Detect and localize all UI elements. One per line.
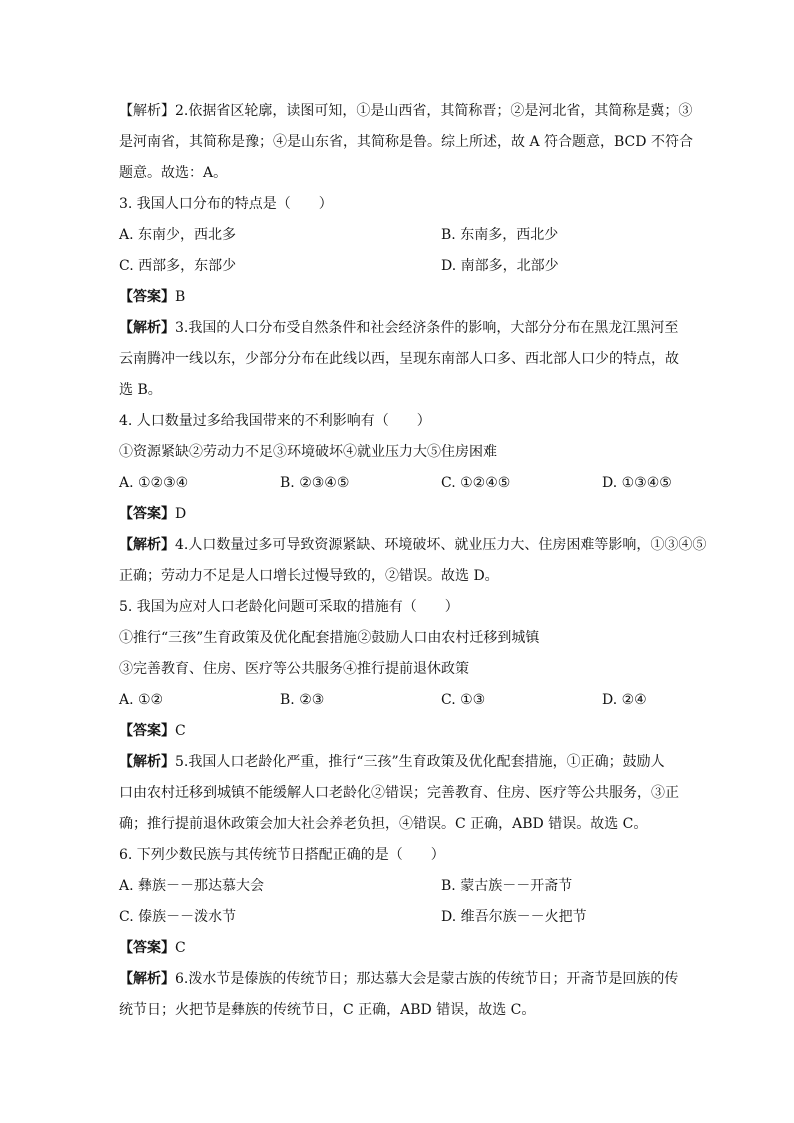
q5-items-line-2: ③完善教育、住房、医疗等公共服务④推行提前退休政策 xyxy=(119,661,469,677)
q4-option-a: A. ①②③④ xyxy=(119,475,189,491)
q5-items-line-1: ①推行“三孩”生育政策及优化配套措施②鼓励人口由农村迁移到城镇 xyxy=(119,630,540,646)
explanation-tag: 【解析】 xyxy=(119,754,175,770)
q3-answer xyxy=(119,282,693,313)
q5-option-d: D. ②④ xyxy=(602,692,647,708)
q6-explanation-line-1 xyxy=(119,964,693,995)
q6-explanation-line-2: 统节日；火把节是彝族的传统节日，C 正确，ABD 错误，故选 C。 xyxy=(119,1002,536,1018)
q3-explanation-line-2: 云南腾冲一线以东，少部分分布在此线以西，呈现东南部人口多、西北部人口少的特点，故 xyxy=(119,351,679,367)
q5-answer xyxy=(119,716,693,747)
explanation-text: 5.我国人口老龄化严重，推行“三孩”生育政策及优化配套措施，①正确；鼓励人 xyxy=(175,754,665,770)
q6-options-row-1 xyxy=(119,871,693,902)
q6-option-c: C. 傣族－－泼水节 xyxy=(119,909,237,925)
answer-tag: 【答案】 xyxy=(119,506,175,522)
q5-option-a: A. ①② xyxy=(119,692,164,708)
explanation-text: 4.人口数量过多可导致资源紧缺、环境破坏、就业压力大、住房困难等影响，①③④⑤ xyxy=(175,537,707,553)
q2-explanation-line-3: 题意。故选：A。 xyxy=(119,165,228,181)
q5-option-b: B. ②③ xyxy=(280,692,325,708)
q4-option-b: B. ②③④⑤ xyxy=(280,475,350,491)
q3-options-row-1 xyxy=(119,220,693,251)
q3-option-d: D. 南部多，北部少 xyxy=(441,258,559,274)
q6-option-b: B. 蒙古族－－开斋节 xyxy=(441,878,573,894)
answer-tag: 【答案】 xyxy=(119,940,175,956)
explanation-tag: 【解析】 xyxy=(119,537,175,553)
q4-items: ①资源紧缺②劳动力不足③环境破坏④就业压力大⑤住房困难 xyxy=(119,444,497,460)
q3-explanation-line-3: 选 B。 xyxy=(119,382,162,398)
q5-explanation-line-1 xyxy=(119,747,693,778)
q4-answer xyxy=(119,499,693,530)
explanation-text: 6.泼水节是傣族的传统节日；那达慕大会是蒙古族的传统节日；开斋节是回族的传 xyxy=(175,971,679,987)
q3-question: 3. 我国人口分布的特点是（ ） xyxy=(119,196,333,212)
answer-tag: 【答案】 xyxy=(119,723,175,739)
q4-option-c: C. ①②④⑤ xyxy=(441,475,511,491)
q3-option-a: A. 东南少，西北多 xyxy=(119,227,237,243)
document-page xyxy=(119,96,707,1026)
q5-options-row xyxy=(119,685,693,716)
q4-explanation-line-2: 正确；劳动力不足是人口增长过慢导致的，②错误。故选 D。 xyxy=(119,568,499,584)
q4-question: 4. 人口数量过多给我国带来的不利影响有（ ） xyxy=(119,413,431,429)
answer-value: B xyxy=(175,289,186,305)
explanation-tag: 【解析】 xyxy=(119,320,175,336)
q3-options-row-2 xyxy=(119,251,693,282)
explanation-text: 3.我国的人口分布受自然条件和社会经济条件的影响，大部分分布在黑龙江黑河至 xyxy=(175,320,679,336)
q3-option-c: C. 西部多，东部少 xyxy=(119,258,237,274)
q4-options-row xyxy=(119,468,693,499)
q4-explanation-line-1 xyxy=(119,530,707,561)
q6-answer xyxy=(119,933,693,964)
answer-value: C xyxy=(175,723,186,739)
q5-option-c: C. ①③ xyxy=(441,692,486,708)
q2-explanation-line-1: 【解析】2.依据省区轮廓，读图可知，①是山西省，其简称晋；②是河北省，其简称是冀；③ xyxy=(119,103,693,119)
answer-tag: 【答案】 xyxy=(119,289,175,305)
q5-explanation-line-2: 口由农村迁移到城镇不能缓解人口老龄化②错误；完善教育、住房、医疗等公共服务，③正 xyxy=(119,785,679,801)
q6-options-row-2 xyxy=(119,902,693,933)
answer-value: D xyxy=(175,506,187,522)
explanation-tag: 【解析】 xyxy=(119,971,175,987)
q2-explanation-line-2: 是河南省，其简称是豫；④是山东省，其简称是鲁。综上所述，故 A 符合题意，BCD 不符合 xyxy=(119,134,693,150)
q5-question: 5. 我国为应对人口老龄化问题可采取的措施有（ ） xyxy=(119,599,459,615)
q3-option-b: B. 东南多，西北少 xyxy=(441,227,559,243)
q6-question: 6. 下列少数民族与其传统节日搭配正确的是（ ） xyxy=(119,847,445,863)
answer-value: C xyxy=(175,940,186,956)
q4-option-d: D. ①③④⑤ xyxy=(602,475,672,491)
q5-explanation-line-3: 确；推行提前退休政策会加大社会养老负担，④错误。C 正确，ABD 错误。故选 C。 xyxy=(119,816,648,832)
q3-explanation-line-1 xyxy=(119,313,693,344)
q6-option-d: D. 维吾尔族－－火把节 xyxy=(441,909,587,925)
q6-option-a: A. 彝族－－那达慕大会 xyxy=(119,878,265,894)
